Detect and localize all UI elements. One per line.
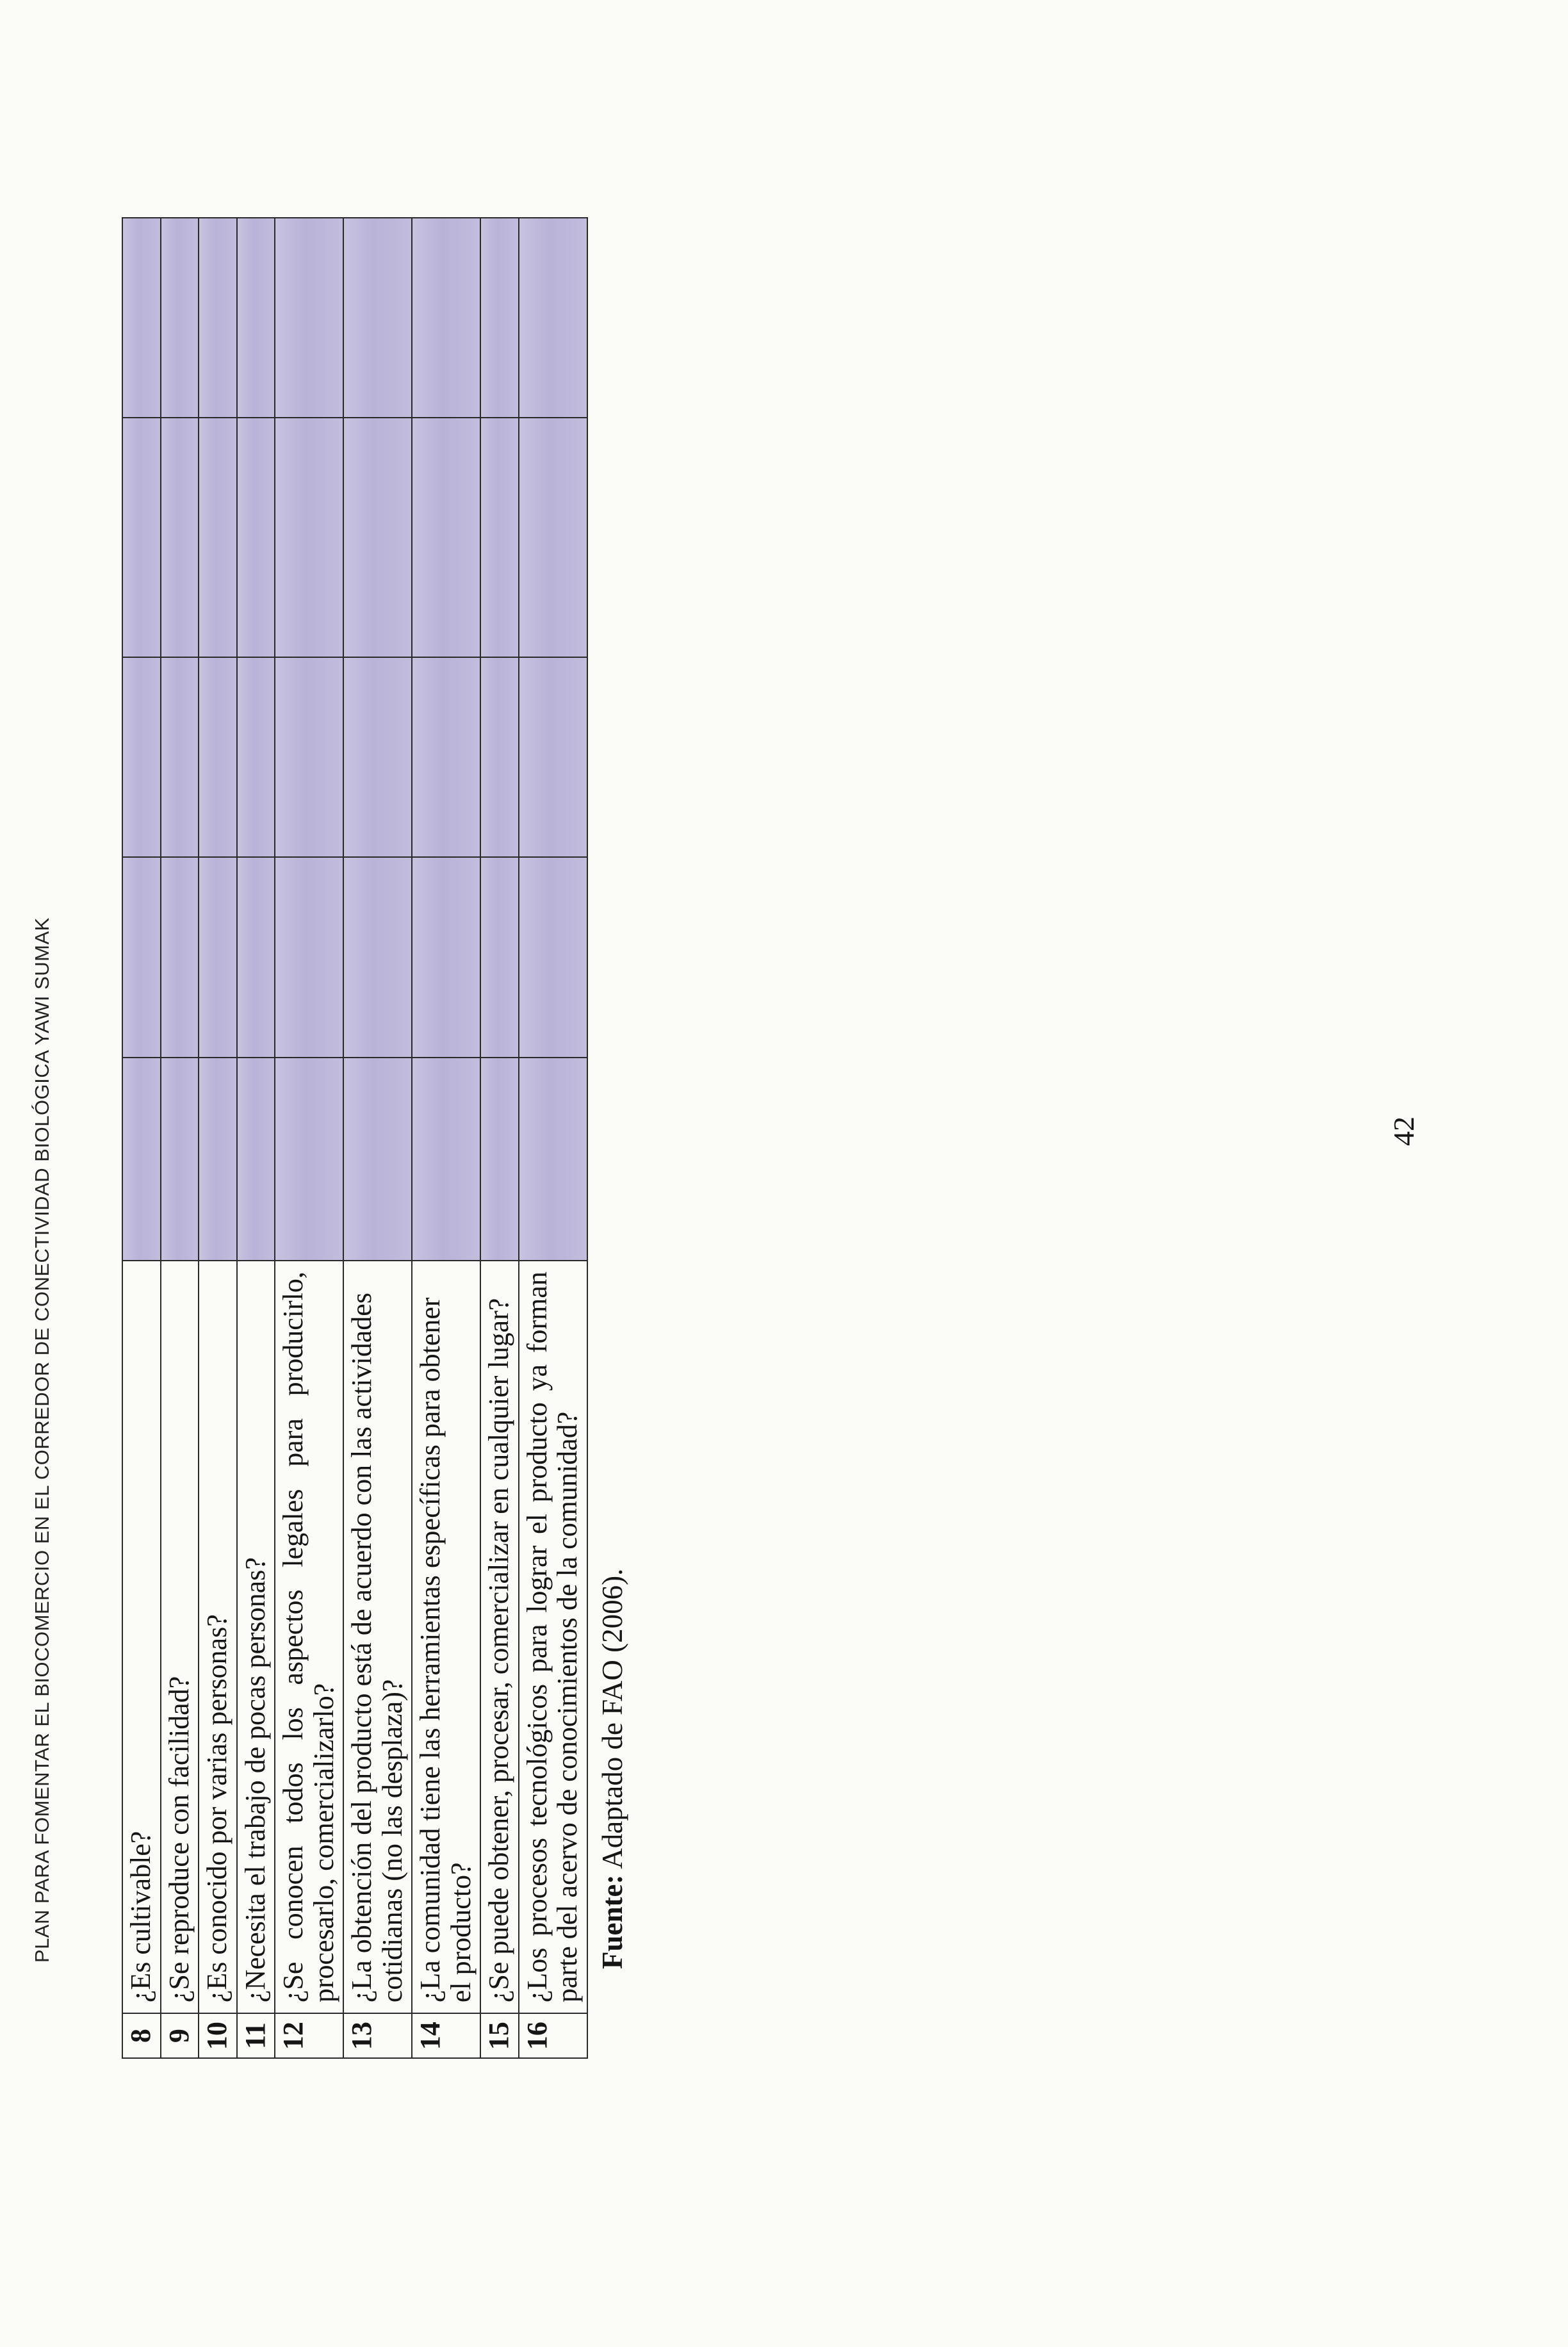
score-cell xyxy=(161,657,199,857)
score-cell xyxy=(199,418,237,657)
row-number: 10 xyxy=(199,2013,237,2058)
score-cell xyxy=(343,657,412,857)
score-cell xyxy=(519,418,587,657)
score-cell xyxy=(237,657,275,857)
score-cell xyxy=(519,657,587,857)
table-row xyxy=(199,218,237,2058)
score-cell xyxy=(237,1058,275,1261)
score-cell xyxy=(519,1058,587,1261)
score-cell xyxy=(275,218,343,418)
score-cell xyxy=(237,218,275,418)
row-number: 8 xyxy=(122,2013,161,2058)
score-cell xyxy=(237,857,275,1057)
table-row xyxy=(237,218,275,2058)
source-note xyxy=(596,1569,629,1969)
score-cell xyxy=(161,857,199,1057)
question-cell: ¿La obtención del producto está de acuerdo con las actividades cotidianas (no las desplaza)? xyxy=(343,1261,412,2013)
score-cell xyxy=(519,857,587,1057)
table-row xyxy=(161,218,199,2058)
question-cell: ¿Necesita el trabajo de pocas personas? xyxy=(237,1261,275,2013)
score-cell xyxy=(480,657,519,857)
question-cell: ¿Se conocen todos los aspectos legales para producirlo, procesarlo, comercializarlo? xyxy=(275,1261,343,2013)
table-row xyxy=(275,218,343,2058)
score-cell xyxy=(122,657,161,857)
score-cell xyxy=(480,1058,519,1261)
score-cell xyxy=(343,1058,412,1261)
score-cell xyxy=(275,1058,343,1261)
score-cell xyxy=(412,657,480,857)
score-cell xyxy=(480,857,519,1057)
page-header: PLAN PARA FOMENTAR EL BIOCOMERCIO EN EL CORREDOR DE CONECTIVIDAD BIOLÓGICA YAWI SUMAK xyxy=(31,917,53,1963)
score-cell xyxy=(412,857,480,1057)
question-cell: ¿Los procesos tecnológicos para lograr el producto ya forman parte del acervo de conocimientos de la comunidad? xyxy=(519,1261,587,2013)
score-cell xyxy=(343,418,412,657)
score-cell xyxy=(199,1058,237,1261)
question-cell: ¿La comunidad tiene las herramientas específicas para obtener el producto? xyxy=(412,1261,480,2013)
score-cell xyxy=(122,218,161,418)
table-row xyxy=(519,218,587,2058)
score-cell xyxy=(412,418,480,657)
table-row xyxy=(480,218,519,2058)
row-number: 16 xyxy=(519,2013,587,2058)
score-cell xyxy=(161,418,199,657)
score-cell xyxy=(412,1058,480,1261)
score-cell xyxy=(199,657,237,857)
score-cell xyxy=(199,857,237,1057)
score-cell xyxy=(343,857,412,1057)
question-cell: ¿Se puede obtener, procesar, comercializar en cualquier lugar? xyxy=(480,1261,519,2013)
row-number: 13 xyxy=(343,2013,412,2058)
criteria-table xyxy=(122,217,588,2059)
row-number: 15 xyxy=(480,2013,519,2058)
question-cell: ¿Se reproduce con facilidad? xyxy=(161,1261,199,2013)
question-cell: ¿Es conocido por varias personas? xyxy=(199,1261,237,2013)
score-cell xyxy=(519,218,587,418)
row-number: 11 xyxy=(237,2013,275,2058)
score-cell xyxy=(161,1058,199,1261)
score-cell xyxy=(122,857,161,1057)
table-row xyxy=(412,218,480,2058)
page-number: 42 xyxy=(1387,1116,1420,1146)
score-cell xyxy=(122,418,161,657)
score-cell xyxy=(275,418,343,657)
score-cell xyxy=(480,218,519,418)
table-row xyxy=(343,218,412,2058)
score-cell xyxy=(199,218,237,418)
source-label: Fuente: xyxy=(596,1874,628,1969)
row-number: 12 xyxy=(275,2013,343,2058)
source-text: Adaptado de FAO (2006). xyxy=(596,1568,628,1869)
score-cell xyxy=(480,418,519,657)
row-number: 14 xyxy=(412,2013,480,2058)
score-cell xyxy=(122,1058,161,1261)
score-cell xyxy=(275,857,343,1057)
table-row xyxy=(122,218,161,2058)
row-number: 9 xyxy=(161,2013,199,2058)
score-cell xyxy=(275,657,343,857)
score-cell xyxy=(161,218,199,418)
score-cell xyxy=(237,418,275,657)
score-cell xyxy=(412,218,480,418)
score-cell xyxy=(343,218,412,418)
question-cell: ¿Es cultivable? xyxy=(122,1261,161,2013)
